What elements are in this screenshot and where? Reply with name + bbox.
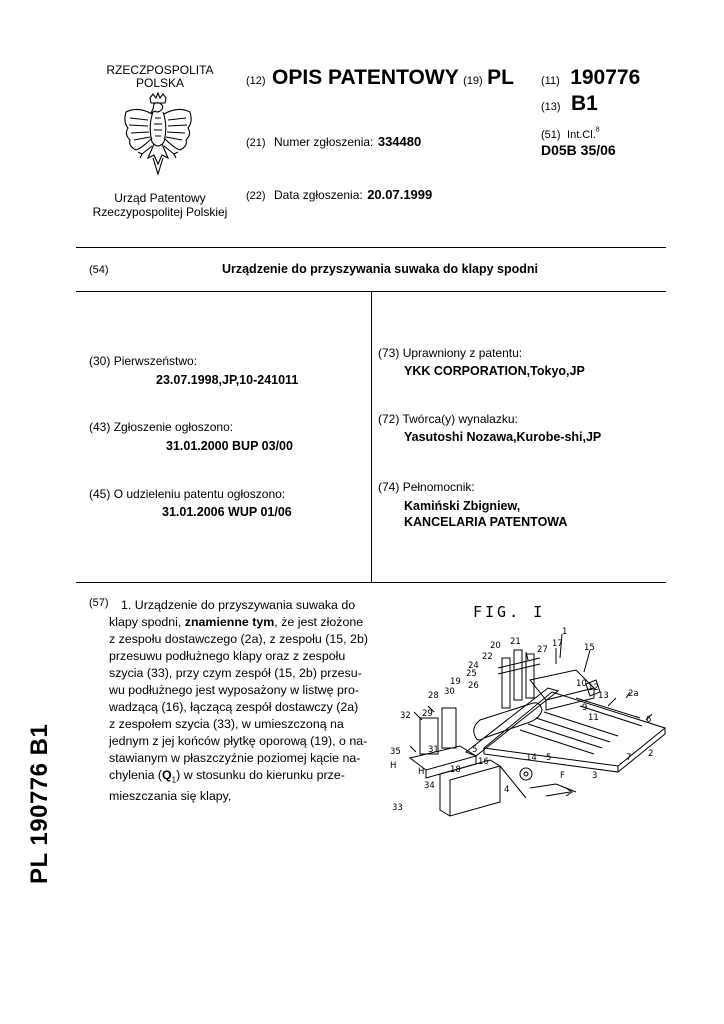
part-label: 5 xyxy=(546,753,552,763)
patent-title: Urządzenie do przyszywania suwaka do klapy spodni xyxy=(221,262,539,276)
abstract-line xyxy=(109,767,368,788)
office-line1: Urząd Patentowy xyxy=(114,191,206,205)
publication-label: Zgłoszenie ogłoszono: xyxy=(113,420,234,434)
code-30: (30) xyxy=(89,354,111,368)
abstract-fragment: , że jest złożone xyxy=(274,615,364,629)
part-label: 26 xyxy=(468,681,479,691)
divider-top xyxy=(76,247,666,248)
int-class-line xyxy=(541,125,600,143)
part-label: 19 xyxy=(450,677,461,687)
part-label: 29 xyxy=(422,709,433,719)
application-number: 334480 xyxy=(377,134,422,149)
code-11: (11) xyxy=(541,75,560,87)
abstract-line: z zespołu dostawczego (2a), z zespołu (15, 2b) xyxy=(109,632,368,646)
republic-name xyxy=(95,64,225,90)
attorney-value xyxy=(404,498,567,530)
part-label: F xyxy=(560,771,565,781)
part-label: 9 xyxy=(582,703,588,713)
attorney-firm: KANCELARIA PATENTOWA xyxy=(404,515,568,529)
owner-label-line xyxy=(378,346,522,360)
part-label: 22 xyxy=(482,652,493,662)
int-class-value: D05B 35/06 xyxy=(541,142,616,158)
part-label: 1 xyxy=(562,627,568,637)
abstract-fragment: klapy spodni, xyxy=(109,615,185,629)
part-label: 2 xyxy=(648,749,654,759)
part-label: 34 xyxy=(424,781,435,791)
code-22: (22) xyxy=(246,190,266,202)
code-13: (13) xyxy=(541,101,561,113)
patent-number: 190776 xyxy=(570,66,641,89)
part-label: 28 xyxy=(428,691,439,701)
eagle-emblem-icon xyxy=(120,92,196,182)
priority-value: 23.07.1998,JP,10-241011 xyxy=(156,373,299,387)
country-code: PL xyxy=(487,66,515,89)
part-label: H xyxy=(418,767,425,777)
inventor-label: Twórca(y) wynalazku: xyxy=(402,412,518,426)
part-label: 3 xyxy=(592,771,598,781)
abstract-line: stawianym w płaszczyźnie poziomej kącie na- xyxy=(109,751,361,765)
abstract-line: mieszczania się klapy, xyxy=(109,789,232,804)
part-label: H xyxy=(390,761,397,771)
inventor-value: Yasutoshi Nozawa,Kurobe-shi,JP xyxy=(404,430,602,444)
abstract-line: szycia (33), przy czym zespół (15, 2b) przesu- xyxy=(109,666,362,680)
grant-label: O udzieleniu patentu ogłoszono: xyxy=(113,487,286,501)
part-label: 18 xyxy=(450,765,461,775)
column-divider xyxy=(371,291,372,582)
abstract-line: jednym z jej końców płytkę oporową (19), o na- xyxy=(109,734,368,748)
part-label: 10 xyxy=(576,679,587,689)
angle-subscript: 1 xyxy=(171,775,177,785)
part-label: 30 xyxy=(444,687,455,697)
divider-bottom xyxy=(76,582,666,583)
part-label: 15 xyxy=(584,643,595,653)
kind-code-line xyxy=(541,92,598,116)
attorney-name: Kamiński Zbigniew, xyxy=(404,499,521,513)
part-label: 4 xyxy=(504,785,510,795)
abstract-line: wadzącą (16), łączącą zespół dostawczy (2a) xyxy=(109,700,359,714)
abstract-text xyxy=(109,597,368,805)
code-72: (72) xyxy=(378,412,400,426)
part-label: 17 xyxy=(552,639,563,649)
code-73: (73) xyxy=(378,346,400,360)
part-label: 6 xyxy=(646,715,652,725)
figure-1 xyxy=(380,588,666,824)
part-label: 14 xyxy=(526,753,537,763)
abstract-line: wu podłużnego jest wyposażony w listwę pro- xyxy=(109,683,360,697)
inventor-label-line xyxy=(378,412,518,426)
code-19: (19) xyxy=(463,75,483,87)
part-label: 25 xyxy=(466,669,477,679)
code-51: (51) xyxy=(541,129,561,141)
abstract-fragment: chylenia ( xyxy=(109,768,163,782)
part-label: 33 xyxy=(392,803,403,813)
part-label: 24 xyxy=(468,661,479,671)
filing-date-label: Data zgłoszenia: xyxy=(274,188,363,202)
owner-label: Uprawniony z patentu: xyxy=(402,346,523,360)
abstract-emphasis: znamienne tym xyxy=(184,615,275,629)
owner-value: YKK CORPORATION,Tokyo,JP xyxy=(404,364,585,378)
part-label: 20 xyxy=(490,641,501,651)
abstract-line xyxy=(109,614,368,631)
abstract-line: przesuwu podłużnego klapy oraz z zespołu xyxy=(109,649,346,663)
side-document-number: PL 190776 B1 xyxy=(26,723,53,884)
attorney-label-line xyxy=(378,480,475,494)
abstract-fragment: ) w stosunku do kierunku prze- xyxy=(176,768,345,782)
filing-date: 20.07.1999 xyxy=(367,187,433,202)
patent-number-line xyxy=(541,66,640,90)
title-code: (54) xyxy=(89,264,109,276)
application-label: Numer zgłoszenia: xyxy=(274,135,374,149)
publication-label-line xyxy=(89,420,233,434)
code-43: (43) xyxy=(89,420,111,434)
part-label: 11 xyxy=(588,713,599,723)
application-number-line xyxy=(246,133,421,151)
abstract-line: z zespołem szycia (33), w umieszczoną na xyxy=(109,717,344,731)
filing-date-line xyxy=(246,186,432,204)
abstract-code: (57) xyxy=(89,597,109,609)
part-label: 2a xyxy=(628,689,639,699)
document-type-line xyxy=(246,66,514,90)
part-label: 35 xyxy=(390,747,401,757)
grant-value: 31.01.2006 WUP 01/06 xyxy=(162,505,292,519)
republic-line2: POLSKA xyxy=(135,76,185,90)
figure-caption: FIG. I xyxy=(473,603,546,621)
part-label: 21 xyxy=(510,637,521,647)
code-45: (45) xyxy=(89,487,111,501)
patent-office-name xyxy=(90,191,230,219)
sewing-device-drawing xyxy=(380,588,666,824)
part-label: 13 xyxy=(598,691,609,701)
code-74: (74) xyxy=(378,480,400,494)
code-12: (12) xyxy=(246,75,266,87)
part-label: 16 xyxy=(478,757,489,767)
kind-code: B1 xyxy=(571,92,598,115)
int-class-label: Int.Cl. xyxy=(567,129,596,141)
republic-line1: RZECZPOSPOLITA xyxy=(106,63,214,77)
part-label: 31 xyxy=(428,745,439,755)
grant-label-line xyxy=(89,487,285,501)
part-label: 12 xyxy=(588,683,599,693)
priority-label-line xyxy=(89,354,197,368)
abstract-line: 1. Urządzenie do przyszywania suwaka do xyxy=(121,598,356,612)
angle-symbol: Q xyxy=(162,768,172,782)
part-label: 27 xyxy=(537,645,548,655)
code-21: (21) xyxy=(246,137,266,149)
part-label: 7 xyxy=(626,753,632,763)
publication-value: 31.01.2000 BUP 03/00 xyxy=(166,439,293,453)
document-type: OPIS PATENTOWY xyxy=(272,66,459,89)
int-class-version: 8 xyxy=(595,126,600,134)
part-label: 32 xyxy=(400,711,411,721)
attorney-label: Pełnomocnik: xyxy=(402,480,475,494)
part-label: 5 xyxy=(472,745,478,755)
priority-label: Pierwszeństwo: xyxy=(113,354,198,368)
office-line2: Rzeczypospolitej Polskiej xyxy=(92,205,228,219)
